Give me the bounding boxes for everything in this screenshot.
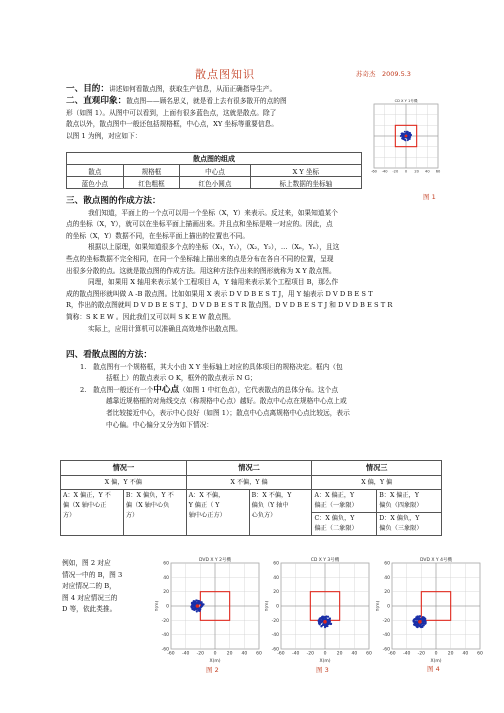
y-tick-label: 40 <box>163 575 169 581</box>
section-1-heading: 目的： <box>83 84 109 94</box>
composition-cell: 红色小圆点 <box>180 177 250 189</box>
x-tick-label: -40 <box>402 651 411 657</box>
case-2-subheader: X 不偏，Y 偏 <box>186 476 312 490</box>
section-3-line: 点的坐标（X，Y），就可以在坐标平面上描画出来。并且点和坐标是唯一对应的。因此，点 <box>66 220 333 229</box>
x-tick-label: -20 <box>417 651 426 657</box>
section-1 <box>66 84 366 96</box>
section-4-number: 四、 <box>66 350 84 360</box>
x-tick-label: -60 <box>277 651 285 657</box>
section-4 <box>66 350 446 431</box>
cases-table <box>60 460 442 536</box>
x-tick-label: 20 <box>336 651 343 657</box>
example-line: 图 4 对应情况三的 <box>62 593 118 602</box>
figure-2 <box>155 553 263 663</box>
x-tick-label: -60 <box>167 651 175 657</box>
y-tick-label: -20 <box>161 618 169 624</box>
section-3 <box>66 196 446 335</box>
chart-title: CD X Y 3号機 <box>310 558 340 563</box>
scatter-point <box>410 133 412 135</box>
x-axis-label: X(m) <box>209 659 221 663</box>
y-tick-label: -40 <box>382 633 390 639</box>
x-tick-label: 40 <box>241 651 248 657</box>
x-tick-label: -20 <box>196 651 205 657</box>
scatter-point <box>421 617 423 619</box>
section-2-line: 以图 1 为例，对应如下： <box>66 131 142 140</box>
composition-cell: 红色粗框 <box>123 177 180 189</box>
scatter-point <box>319 622 321 624</box>
scatter-point <box>322 618 324 620</box>
page-title: 散点图知识 <box>195 68 255 81</box>
section-3-line: 根据以上原理，如果知道很多个点的坐标（X₁，Y₁），（X₂，Y₂），…（Xₙ，Yₙ），且这 <box>88 243 340 252</box>
section-3-line: 成的散点图形就叫做 A -B 散点图。比如如果用 X 表示 D V D B E S T J，用 Y 轴表示 D V D B E S T <box>66 289 373 298</box>
y-axis-label: Y(m) <box>265 600 270 612</box>
case-3b-cell: B：X 偏正，Y 偏负（四象限） <box>377 490 442 513</box>
composition-table-caption: 散点图的组成 <box>67 153 362 165</box>
y-tick-label: -40 <box>271 633 279 639</box>
scatter-point <box>201 604 203 606</box>
section-2-number: 二、 <box>66 96 84 106</box>
figure-4-scatter-chart <box>376 553 484 663</box>
x-tick-label: 60 <box>435 169 441 174</box>
center-point <box>418 620 422 624</box>
x-axis-label: X(m) <box>319 659 331 663</box>
y-tick-label: 0 <box>387 604 390 610</box>
figure-1-caption: 图 1 <box>423 193 436 201</box>
x-tick-label: -40 <box>291 651 300 657</box>
figure-4-caption: 图 4 <box>427 665 440 673</box>
y-tick-label: 40 <box>384 575 390 581</box>
chart-title: DVD X Y 2号機 <box>199 558 231 563</box>
scatter-point <box>200 606 202 608</box>
y-tick-label: -60 <box>271 647 279 653</box>
scatter-point <box>329 617 331 619</box>
section-4-item-2: 2. 散点图一般还有一个 <box>80 385 154 394</box>
x-tick-label: -60 <box>388 651 396 657</box>
scatter-point <box>192 603 194 605</box>
section-3-line: 的坐标（X，Y）数据不同，在坐标平面上描出的位置也不同。 <box>66 231 250 240</box>
scatter-point <box>407 139 409 141</box>
x-tick-label: 60 <box>366 651 372 657</box>
y-tick-label: -60 <box>161 647 169 653</box>
case-1-header: 情况一 <box>61 461 187 476</box>
section-3-heading: 散点图的作成方法： <box>83 196 161 206</box>
case-3-subheader: X 偏，Y 偏 <box>312 476 442 490</box>
section-2-line: 形（如图 1）。从图中可以看到，上面有很多蓝色点，这就是散点。除了 <box>66 108 277 117</box>
center-point <box>196 604 200 608</box>
x-tick-label: -40 <box>181 651 190 657</box>
section-4-item-2-cont: 者比较接近中心，表示中心良好（如图 1）；散点中心点离规格中心点比较远，表示 <box>106 408 350 417</box>
section-4-item-2-cont: 越靠近规格框的对角线交点（称规格中心点）越好。散点中心点在规格中心点上或 <box>106 397 347 406</box>
composition-header: 散点 <box>67 165 124 177</box>
scatter-point <box>199 608 201 610</box>
scatter-point <box>407 132 409 134</box>
scatter-point <box>422 625 424 627</box>
figure-3-caption: 图 3 <box>316 666 329 674</box>
y-tick-label: -40 <box>161 633 169 639</box>
figure-2-caption: 图 2 <box>206 666 219 674</box>
chart-title: CD X Y 1号機 <box>394 99 418 103</box>
scatter-point <box>197 609 199 611</box>
scatter-point <box>417 618 419 620</box>
scatter-point <box>327 620 329 622</box>
y-tick-label: -20 <box>382 618 390 624</box>
scatter-point <box>404 139 406 141</box>
scatter-point <box>422 619 424 621</box>
composition-header: 规格框 <box>123 165 180 177</box>
x-tick-label: 20 <box>414 169 419 174</box>
scatter-point <box>196 602 198 604</box>
scatter-point <box>414 618 416 620</box>
scatter-point <box>419 615 421 617</box>
case-3-header: 情况三 <box>312 461 442 476</box>
section-3-line: 同理，如果用 X 轴用来表示某个工程项目 A，Y 轴用来表示某个工程项目 B，那么作 <box>88 278 339 287</box>
section-3-line: 我们知道，平面上的一个点可以用一个坐标（X，Y）来表示。反过来，如果知道某个 <box>88 208 338 217</box>
y-tick-label: 20 <box>273 590 279 596</box>
section-3-number: 三、 <box>66 196 84 206</box>
chart-title: DVD X Y 4号機 <box>420 558 452 563</box>
case-3a-cell: A：X 偏正，Y 偏正（一象限） <box>312 490 377 513</box>
scatter-point <box>401 133 403 135</box>
x-axis-label: X(m) <box>430 659 442 663</box>
composition-header: 中心点 <box>180 165 250 177</box>
section-4-item-2-cont: 中心偏。中心偏分又分为如下情况： <box>106 420 213 429</box>
figure-3 <box>265 553 373 663</box>
x-tick-label: 20 <box>447 651 454 657</box>
center-point <box>323 620 327 624</box>
y-tick-label: 40 <box>273 575 279 581</box>
x-tick-label: 0 <box>434 651 438 657</box>
example-line: 例如，图 2 对应 <box>62 559 111 567</box>
x-tick-label: -60 <box>371 169 377 174</box>
figure-2-scatter-chart <box>155 553 263 663</box>
section-3-line: 出很多分散的点。这就是散点图的作成方法。用这种方法作出来的图形就称为 X Y 散点图。 <box>66 266 336 275</box>
section-2 <box>66 96 366 142</box>
composition-header: X Y 坐标 <box>250 165 361 177</box>
center-point-term: 中心点 <box>153 384 180 395</box>
section-3-line: 些点的坐标数据不完全相同，在同一个坐标轴上描出来的点是分布在各自不同的位置，呈现 <box>66 254 334 263</box>
figure-3-scatter-chart <box>265 553 373 663</box>
example-line: 情况一中的 B，图 3 <box>62 570 123 579</box>
center-point <box>405 135 408 138</box>
section-1-text: 讲述如何看散点图，获取生产信息，从而正确指导生产。 <box>109 85 277 93</box>
case-2a-cell: A：X 不偏， Y 偏正（ Y 轴中心正方） <box>186 490 249 536</box>
scatter-point <box>330 623 332 625</box>
case-2-header: 情况二 <box>186 461 312 476</box>
case-1a-cell: A：X 偏正，Y 不 偏（X 轴中心正 方） <box>61 490 124 536</box>
y-axis-label: Y(m) <box>155 600 160 612</box>
scatter-point <box>417 624 419 626</box>
scatter-point <box>414 624 416 626</box>
section-2-line: 散点以外，散点图中一般还包括规格框，中心点，XY 坐标等重要信息。 <box>66 120 278 129</box>
y-tick-label: -60 <box>382 647 390 653</box>
scatter-point <box>400 135 402 137</box>
x-tick-label: -20 <box>392 169 399 174</box>
case-3c-cell: C：X 偏负，Y 偏正（二象限） <box>312 513 377 536</box>
section-3-line: 简称：S K E W 。因此我们又可以叫 S K E W 散点图。 <box>66 312 235 321</box>
composition-table <box>66 152 362 189</box>
x-tick-label: 60 <box>256 651 262 657</box>
figure-1 <box>368 96 442 176</box>
x-tick-label: 40 <box>462 651 469 657</box>
section-1-number: 一、 <box>66 84 84 94</box>
scatter-point <box>318 619 320 621</box>
section-3-line: 实际上，应用计算机可以准确且高效地作出散点图。 <box>88 324 242 333</box>
scatter-point <box>199 602 201 604</box>
scatter-point <box>402 134 404 136</box>
scatter-point <box>408 137 410 139</box>
example-line: 对应情况二的 B， <box>62 582 116 591</box>
composition-cell: 标上数据的坐标轴 <box>250 177 361 189</box>
y-tick-label: 0 <box>276 604 279 610</box>
section-4-heading: 看散点图的方法： <box>83 350 152 360</box>
composition-cell: 蓝色小点 <box>67 177 124 189</box>
x-tick-label: 20 <box>226 651 233 657</box>
x-tick-label: 40 <box>425 169 430 174</box>
x-tick-label: 0 <box>323 651 327 657</box>
y-tick-label: 60 <box>384 561 390 567</box>
case-1b-cell: B：X 偏负，Y 不 偏（X 轴中心负 方） <box>123 490 186 536</box>
section-2-line: 散点图——顾名思义，就是看上去有很多散开的点的图 <box>126 97 287 105</box>
scatter-point <box>408 135 410 137</box>
example-line: D 等，依此类推。 <box>62 605 117 614</box>
case-1-subheader: X 偏，Y 不偏 <box>61 476 187 490</box>
section-3-line: R，作出的散点图就叫 D V D B E S T J、D V D B E S T R 散点图。D V D B E S T J 和 D V D B E S T R <box>66 301 393 310</box>
author-date: 苏奇杰 2009.5.3 <box>356 70 411 78</box>
example-text <box>62 558 162 616</box>
x-tick-label: 60 <box>477 651 483 657</box>
scatter-point <box>415 622 417 624</box>
x-tick-label: -40 <box>381 169 388 174</box>
x-tick-label: 40 <box>351 651 358 657</box>
scatter-point <box>404 131 406 133</box>
scatter-point <box>195 608 197 610</box>
y-tick-label: 60 <box>163 561 169 567</box>
y-axis-label: Y(m) <box>376 600 381 612</box>
scatter-point <box>416 626 418 628</box>
scatter-point <box>325 615 327 617</box>
x-tick-label: -20 <box>306 651 315 657</box>
section-4-item-2-text: （如图 1 中红色点），它代表散点的总体分布。这个点 <box>179 385 339 394</box>
scatter-point <box>319 617 321 619</box>
x-tick-label: 0 <box>213 651 217 657</box>
y-tick-label: 60 <box>273 561 279 567</box>
case-2b-cell: B：X 不偏，Y 偏负（Y 轴中 心负方） <box>249 490 312 536</box>
section-4-item-1: 1. 散点图有一个规格框，其大小由 X Y 坐标轴上对应的具体项目的规格决定。框内（包 <box>80 362 343 371</box>
y-tick-label: -20 <box>271 618 279 624</box>
figure-4 <box>376 553 484 663</box>
y-tick-label: 20 <box>384 590 390 596</box>
section-4-item-1-cont: 括框上）的散点表示 O K，框外的散点表示 N G； <box>106 374 257 383</box>
figure-1-scatter-chart <box>368 96 442 176</box>
case-3d-cell: D：X 偏负，Y 偏负（三象限） <box>377 513 442 536</box>
x-tick-label: 0 <box>404 169 408 174</box>
y-tick-label: 0 <box>166 604 169 610</box>
scatter-point <box>196 600 198 602</box>
scatter-point <box>193 600 195 602</box>
y-tick-label: 20 <box>163 590 169 596</box>
section-2-heading: 直观印象： <box>83 96 127 106</box>
scatter-point <box>401 137 403 139</box>
